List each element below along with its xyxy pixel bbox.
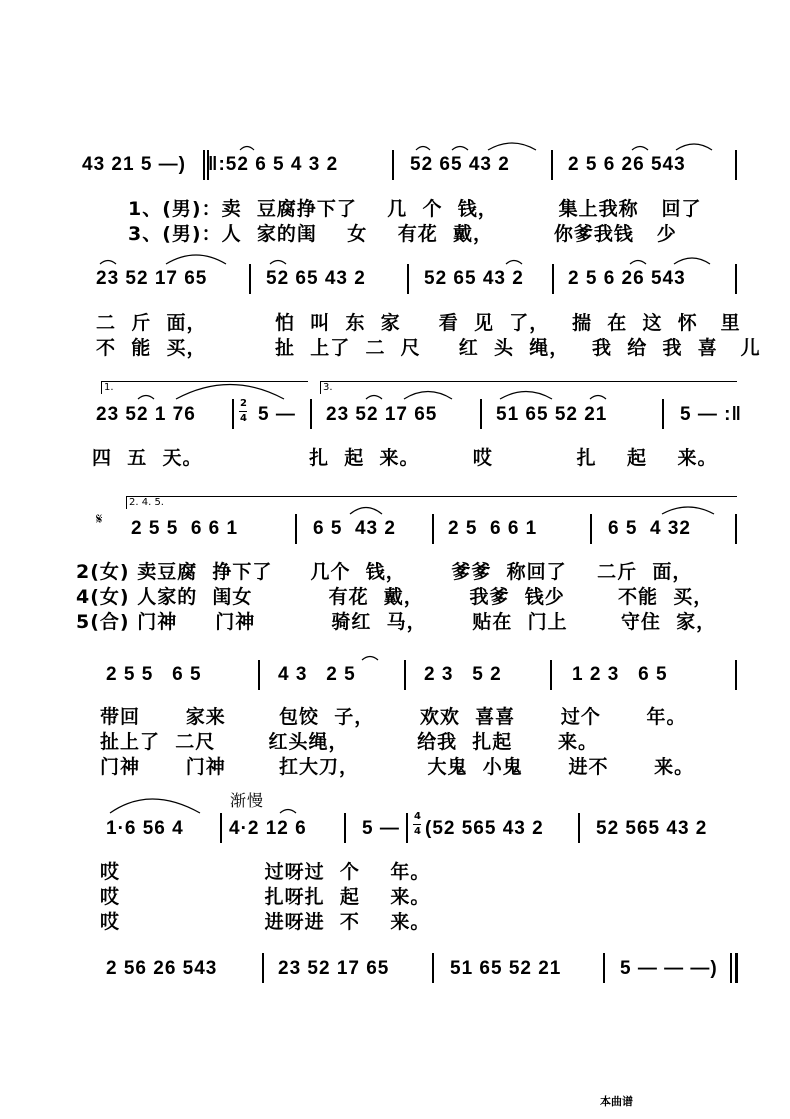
barline: [344, 813, 346, 843]
time-signature-bottom: 4: [414, 826, 421, 837]
tie-mark: [590, 396, 606, 400]
lyric-line-verse-3: 3、(男)：人 家的闺 女 有花 戴， 你爹我钱 少: [128, 223, 677, 245]
measure-notation: 2 3 5 2: [424, 664, 502, 685]
time-signature-line: [413, 824, 421, 825]
barline: [203, 150, 205, 180]
tie-mark: [240, 147, 254, 151]
measure-notation: 52 65 43 2: [266, 268, 366, 289]
time-signature-top: 4: [414, 811, 421, 822]
footer-note: 本曲谱: [600, 1095, 633, 1108]
barline: [735, 660, 737, 690]
tie-mark: [632, 147, 648, 151]
barline: [262, 953, 264, 983]
barline: [551, 150, 553, 180]
measure-notation: 2 5 6 26 543: [568, 268, 686, 289]
tie-mark: [366, 396, 382, 400]
measure-notation: 1·6 56 4: [106, 818, 184, 839]
lyric-line: 哎 过呀过 个 年。: [100, 861, 431, 883]
barline: [662, 399, 664, 429]
lyric-line-verse-1: 1、(男)：卖 豆腐挣下了 几 个 钱， 集上我称 回了: [128, 198, 702, 220]
measure-notation: 2 5 6 6 1: [448, 518, 538, 539]
slur-mark: [674, 258, 710, 264]
barline: [406, 813, 408, 843]
barline: [480, 399, 482, 429]
volta-bracket-1: [101, 381, 308, 394]
barline: [249, 264, 251, 294]
measure-notation: 5 —: [362, 818, 400, 839]
time-signature-line: [239, 411, 247, 412]
barline: [735, 264, 737, 294]
tie-mark: [138, 396, 154, 400]
slur-mark: [110, 799, 200, 813]
measure-notation: 52 65 43 2: [410, 154, 510, 175]
measure-notation: 51 65 52 21: [496, 404, 608, 425]
volta-bracket-3: [320, 381, 737, 394]
slur-mark: [676, 144, 712, 150]
tie-mark: [506, 261, 522, 265]
tie-mark: [280, 810, 296, 814]
measure-notation: 6 5 43 2: [313, 518, 396, 539]
final-barline: [735, 953, 738, 983]
tie-mark: [270, 261, 286, 265]
measure-notation: 4 3 2 5: [278, 664, 356, 685]
time-signature-top: 2: [240, 398, 247, 409]
measure-notation: 2 5 6 26 543: [568, 154, 686, 175]
barline: [258, 660, 260, 690]
barline: [735, 514, 737, 544]
measure-notation: 2 5 5 6 5: [106, 664, 202, 685]
measure-notation: 51 65 52 21: [450, 958, 562, 979]
volta-label: 1.: [104, 382, 114, 393]
barline: [310, 399, 312, 429]
barline: [220, 813, 222, 843]
measure-notation: 43 21 5 —): [82, 154, 186, 175]
measure-notation: 23 52 17 65: [278, 958, 390, 979]
barline: [730, 953, 732, 983]
barline: [590, 514, 592, 544]
tie-mark: [362, 657, 378, 661]
measure-notation: 5 —: [258, 404, 296, 425]
lyric-line: 5(合) 门神 门神 骑红 马， 贴在 门上 守住 家，: [76, 611, 717, 633]
volta-bracket-2-4-5: [126, 496, 737, 509]
lyric-line: 门神 门神 扛大刀， 大鬼 小鬼 进不 来。: [100, 756, 695, 778]
lyric-line: 带回 家来 包饺 子， 欢欢 喜喜 过个 年。: [100, 706, 687, 728]
measure-notation: 2 5 5 6 6 1: [131, 518, 239, 539]
barline: [550, 660, 552, 690]
measure-notation: 6 5 4 32: [608, 518, 691, 539]
time-signature-bottom: 4: [240, 413, 247, 424]
segno-sign: 𝄋: [96, 510, 103, 528]
tie-mark: [416, 147, 430, 151]
lyric-line: 不 能 买， 扯 上了 二 尺 红 头 绳， 我 给 我 喜 儿: [96, 337, 761, 359]
tempo-mark: 渐慢: [230, 791, 265, 810]
lyric-line: 4(女) 人家的 闺女 有花 戴， 我爹 钱少 不能 买，: [76, 586, 714, 608]
barline: [404, 660, 406, 690]
barline: [578, 813, 580, 843]
barline: [295, 514, 297, 544]
measure-notation: 23 52 17 65: [326, 404, 438, 425]
tie-mark: [630, 261, 646, 265]
volta-label: 2. 4. 5.: [129, 497, 164, 508]
lyric-line: 二 斤 面， 怕 叫 东 家 看 见 了， 揣 在 这 怀 里: [96, 312, 741, 334]
slur-mark: [488, 143, 536, 150]
tie-mark: [452, 147, 468, 151]
measure-notation: ‖:52 6 5 4 3 2: [208, 154, 339, 175]
lyric-line: 2(女) 卖豆腐 挣下了 几个 钱， 爹爹 称回了 二斤 面，: [76, 561, 693, 583]
measure-notation: (52 565 43 2: [425, 818, 544, 839]
lyric-line: 扯上了 二尺 红头绳， 给我 扎起 来。: [100, 731, 598, 753]
volta-label: 3.: [323, 382, 333, 393]
lyric-line: 四 五 天。 扎 起 来。 哎 扎 起 来。: [92, 447, 718, 469]
measure-notation: 4·2 12 6: [229, 818, 307, 839]
measure-notation: 52 65 43 2: [424, 268, 524, 289]
measure-notation: 52 565 43 2: [596, 818, 708, 839]
measure-notation: 1 2 3 6 5: [572, 664, 668, 685]
slur-mark: [166, 255, 226, 264]
barline: [432, 953, 434, 983]
lyric-line: 哎 扎呀扎 起 来。: [100, 886, 431, 908]
barline: [552, 264, 554, 294]
tie-mark: [100, 261, 116, 265]
barline: [432, 514, 434, 544]
barline: [407, 264, 409, 294]
measure-notation: 5 — — —): [620, 958, 718, 979]
barline: [603, 953, 605, 983]
barline: [392, 150, 394, 180]
measure-notation: 2 56 26 543: [106, 958, 218, 979]
lyric-line: 哎 进呀进 不 来。: [100, 911, 431, 933]
barline: [735, 150, 737, 180]
measure-notation-repeat-end: 5 — :‖: [680, 404, 742, 425]
barline: [232, 399, 234, 429]
measure-notation: 23 52 1 76: [96, 404, 196, 425]
measure-notation: 23 52 17 65: [96, 268, 208, 289]
